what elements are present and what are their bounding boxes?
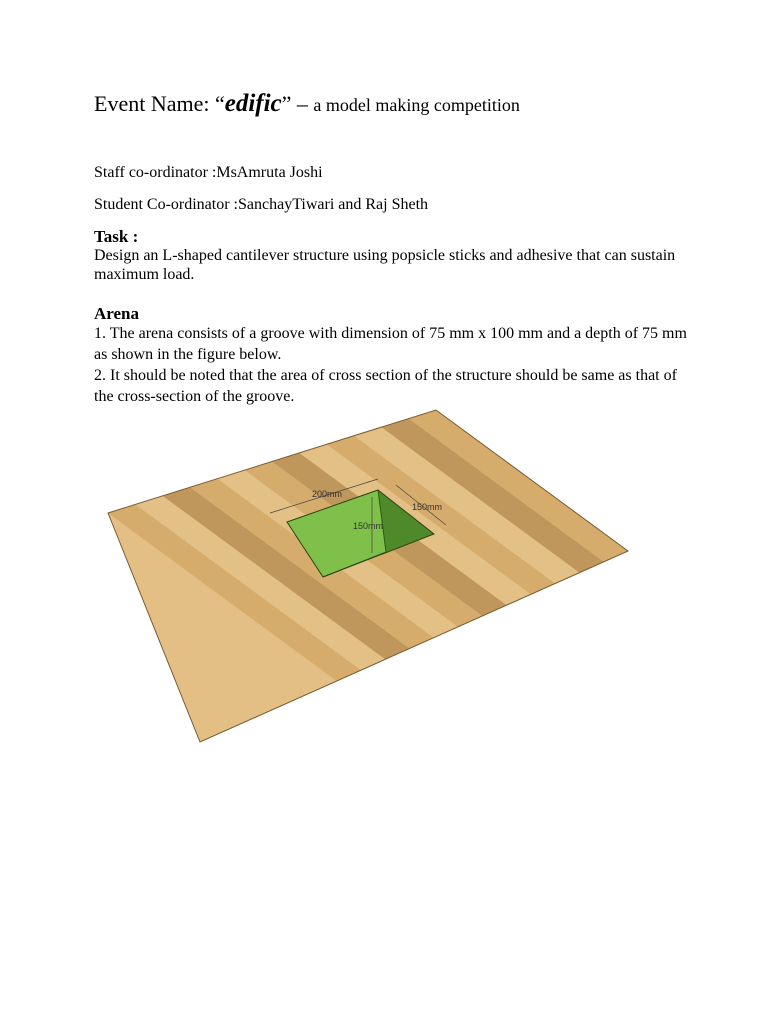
event-name: edific (224, 90, 282, 117)
close-quote: ” (281, 91, 292, 116)
title-dash: – (296, 91, 308, 116)
event-label: Event Name: (94, 91, 210, 116)
event-subtitle: a model making competition (313, 95, 520, 115)
arena-point-1: 1. The arena consists of a groove with dimension of 75 mm x 100 mm and a depth of 75 mm as shown in the figure below. (94, 325, 687, 363)
arena-point-2: 2. It should be noted that the area of cross section of the structure should be same as that of the cross-section of the groove. (94, 367, 677, 405)
open-quote: “ (214, 91, 225, 116)
dimension-depth-label: 150mm (353, 521, 384, 531)
arena-figure (0, 395, 768, 775)
task-heading: Task : (94, 227, 139, 246)
arena-heading: Arena (94, 304, 140, 323)
student-coordinator: Student Co-ordinator :SanchayTiwari and Raj Sheth (94, 196, 429, 213)
wooden-board (89, 396, 667, 742)
task-text: Design an L-shaped cantilever structure using popsicle sticks and adhesive that can sustain maximum load. (94, 247, 676, 283)
dimension-length-label: 150mm (412, 502, 443, 512)
event-title (94, 90, 520, 118)
staff-coordinator: Staff co-ordinator :MsAmruta Joshi (94, 164, 323, 181)
dimension-width-label: 200mm (312, 489, 343, 499)
